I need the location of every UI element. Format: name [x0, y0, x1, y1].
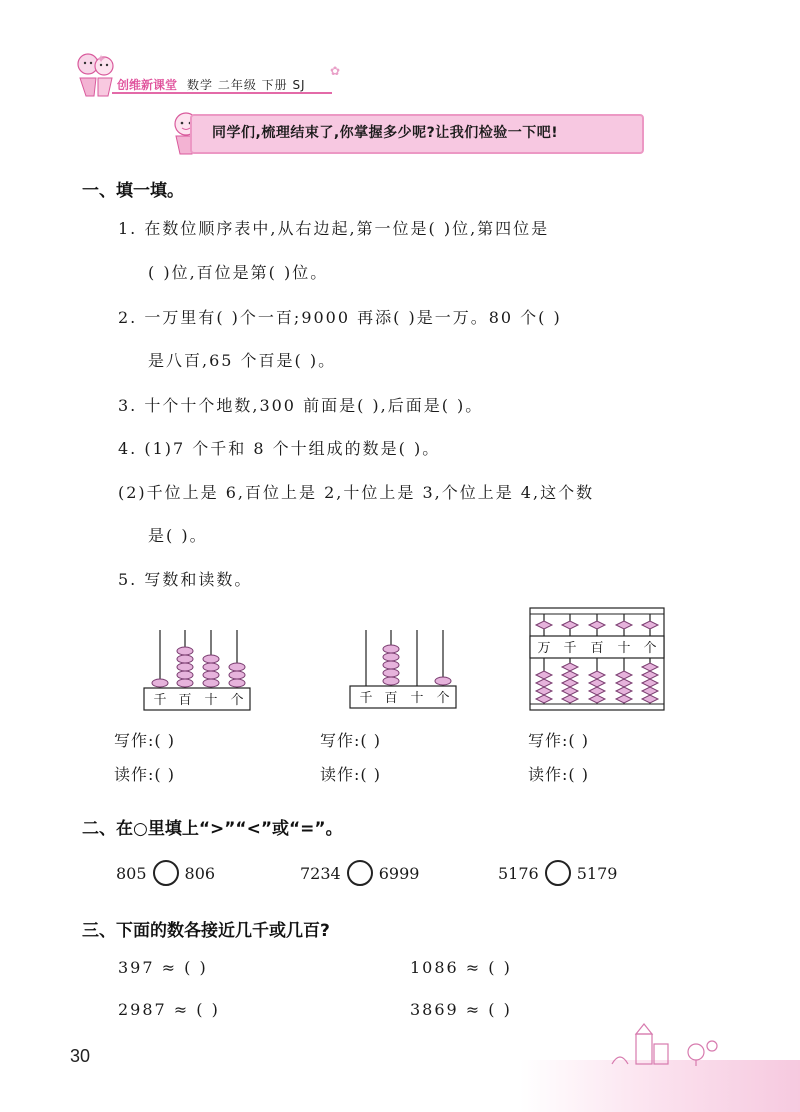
- abacus-bead: [229, 663, 245, 671]
- abacus-bead: [203, 663, 219, 671]
- abacus-lower-bead: [562, 671, 578, 679]
- compare-left: 805: [116, 863, 147, 883]
- question-2-line-2: 是八百,65 个百是( )。: [148, 351, 337, 370]
- abacus-place-label: 十: [617, 641, 631, 656]
- abacus-lower-bead: [536, 695, 552, 703]
- question-4-line-3: 是( )。: [148, 526, 208, 545]
- approx-item[interactable]: 3869 ≈ ( ): [410, 1000, 512, 1019]
- section-3-title: 三、下面的数各接近几千或几百?: [82, 921, 330, 941]
- compare-right: 6999: [378, 863, 420, 883]
- abacus-lower-bead: [642, 671, 658, 679]
- page-number: 30: [70, 1046, 91, 1066]
- abacus-3-read[interactable]: 读作:( ): [528, 765, 589, 784]
- abacus-place-label: 千: [359, 691, 373, 706]
- compare-circle-blank[interactable]: [153, 860, 179, 886]
- abacus-upper-bead: [616, 621, 632, 629]
- abacus-bead: [383, 661, 399, 669]
- abacus-lower-bead: [616, 679, 632, 687]
- abacus-lower-bead: [562, 687, 578, 695]
- abacus-place-label: 个: [436, 691, 450, 706]
- abacus-3: [526, 604, 668, 714]
- abacus-lower-bead: [589, 679, 605, 687]
- abacus-lower-bead: [642, 679, 658, 687]
- abacus-lower-bead: [642, 687, 658, 695]
- abacus-bead: [383, 669, 399, 677]
- section-1-title: 一、填一填。: [82, 181, 184, 201]
- brand-name: 创维新课堂: [117, 78, 178, 92]
- compare-item: [116, 860, 215, 886]
- abacus-lower-bead: [562, 679, 578, 687]
- compare-circle-blank[interactable]: [347, 860, 373, 886]
- question-2-line-1: 2. 一万里有( )个一百;9000 再添( )是一万。80 个( ): [118, 308, 562, 327]
- abacus-3-write[interactable]: 写作:( ): [528, 731, 589, 750]
- abacus-bead: [177, 671, 193, 679]
- abacus-bead: [203, 655, 219, 663]
- approx-item[interactable]: 1086 ≈ ( ): [410, 958, 512, 977]
- abacus-bead: [203, 671, 219, 679]
- abacus-bead: [203, 679, 219, 687]
- abacus-lower-bead: [562, 663, 578, 671]
- abacus-lower-bead: [589, 687, 605, 695]
- question-1-line-2: ( )位,百位是第( )位。: [148, 263, 329, 282]
- compare-circle-blank[interactable]: [545, 860, 571, 886]
- question-1-line-1: 1. 在数位顺序表中,从右边起,第一位是( )位,第四位是: [118, 219, 550, 238]
- abacus-lower-bead: [616, 671, 632, 679]
- abacus-bead: [177, 655, 193, 663]
- approx-item[interactable]: 2987 ≈ ( ): [118, 1000, 220, 1019]
- abacus-lower-bead: [536, 687, 552, 695]
- abacus-bead: [383, 653, 399, 661]
- abacus-place-label: 百: [178, 693, 192, 708]
- compare-item: [300, 860, 419, 886]
- sparkle-icon: ✦: [96, 52, 107, 66]
- compare-item: [498, 860, 617, 886]
- abacus-bead: [177, 679, 193, 687]
- question-4-line-1: 4. (1)7 个千和 8 个十组成的数是( )。: [118, 439, 441, 458]
- abacus-2: [346, 628, 462, 712]
- abacus-place-label: 百: [384, 691, 398, 706]
- castle-decoration-icon: [606, 1020, 726, 1068]
- abacus-2-read[interactable]: 读作:( ): [320, 765, 381, 784]
- abacus-1: [140, 628, 256, 712]
- abacus-place-label: 百: [590, 641, 604, 656]
- abacus-place-label: 十: [204, 693, 218, 708]
- abacus-bead: [177, 663, 193, 671]
- abacus-place-label: 万: [537, 641, 551, 656]
- compare-right: 806: [184, 863, 216, 883]
- abacus-lower-bead: [616, 687, 632, 695]
- abacus-upper-bead: [642, 621, 658, 629]
- subject-info: 数学 二年级 下册 SJ: [187, 78, 306, 92]
- abacus-place-label: 个: [643, 641, 657, 656]
- abacus-1-read[interactable]: 读作:( ): [114, 765, 175, 784]
- abacus-lower-bead: [589, 695, 605, 703]
- abacus-lower-bead: [536, 679, 552, 687]
- sparkle-icon: ✿: [330, 64, 341, 78]
- abacus-upper-bead: [589, 621, 605, 629]
- abacus-bead: [229, 679, 245, 687]
- abacus-place-label: 千: [153, 693, 167, 708]
- section-2-title: 二、在○里填上“>”“<”或“=”。: [82, 819, 343, 839]
- abacus-lower-bead: [616, 695, 632, 703]
- abacus-place-label: 千: [563, 641, 577, 656]
- abacus-lower-bead: [642, 663, 658, 671]
- header-divider: [112, 92, 332, 94]
- abacus-bead: [229, 671, 245, 679]
- abacus-bead: [177, 647, 193, 655]
- compare-right: 5179: [576, 863, 618, 883]
- compare-left: 7234: [300, 863, 341, 883]
- banner-text: 同学们,梳理结束了,你掌握多少呢?让我们检验一下吧!: [212, 125, 559, 141]
- abacus-lower-bead: [589, 671, 605, 679]
- approx-item[interactable]: 397 ≈ ( ): [118, 958, 208, 977]
- abacus-bead: [383, 677, 399, 685]
- abacus-place-label: 个: [230, 693, 244, 708]
- abacus-bead: [152, 679, 168, 687]
- abacus-bead: [435, 677, 451, 685]
- abacus-bead: [383, 645, 399, 653]
- abacus-lower-bead: [536, 671, 552, 679]
- question-3-line-1: 3. 十个十个地数,300 前面是( ),后面是( )。: [118, 396, 484, 415]
- question-5-line-1: 5. 写数和读数。: [118, 570, 253, 589]
- abacus-upper-bead: [562, 621, 578, 629]
- compare-left: 5176: [498, 863, 539, 883]
- abacus-1-write[interactable]: 写作:( ): [114, 731, 175, 750]
- abacus-2-write[interactable]: 写作:( ): [320, 731, 381, 750]
- abacus-upper-bead: [536, 621, 552, 629]
- abacus-lower-bead: [562, 695, 578, 703]
- question-4-line-2: (2)千位上是 6,百位上是 2,十位上是 3,个位上是 4,这个数: [118, 483, 595, 502]
- abacus-place-label: 十: [410, 691, 424, 706]
- abacus-lower-bead: [642, 695, 658, 703]
